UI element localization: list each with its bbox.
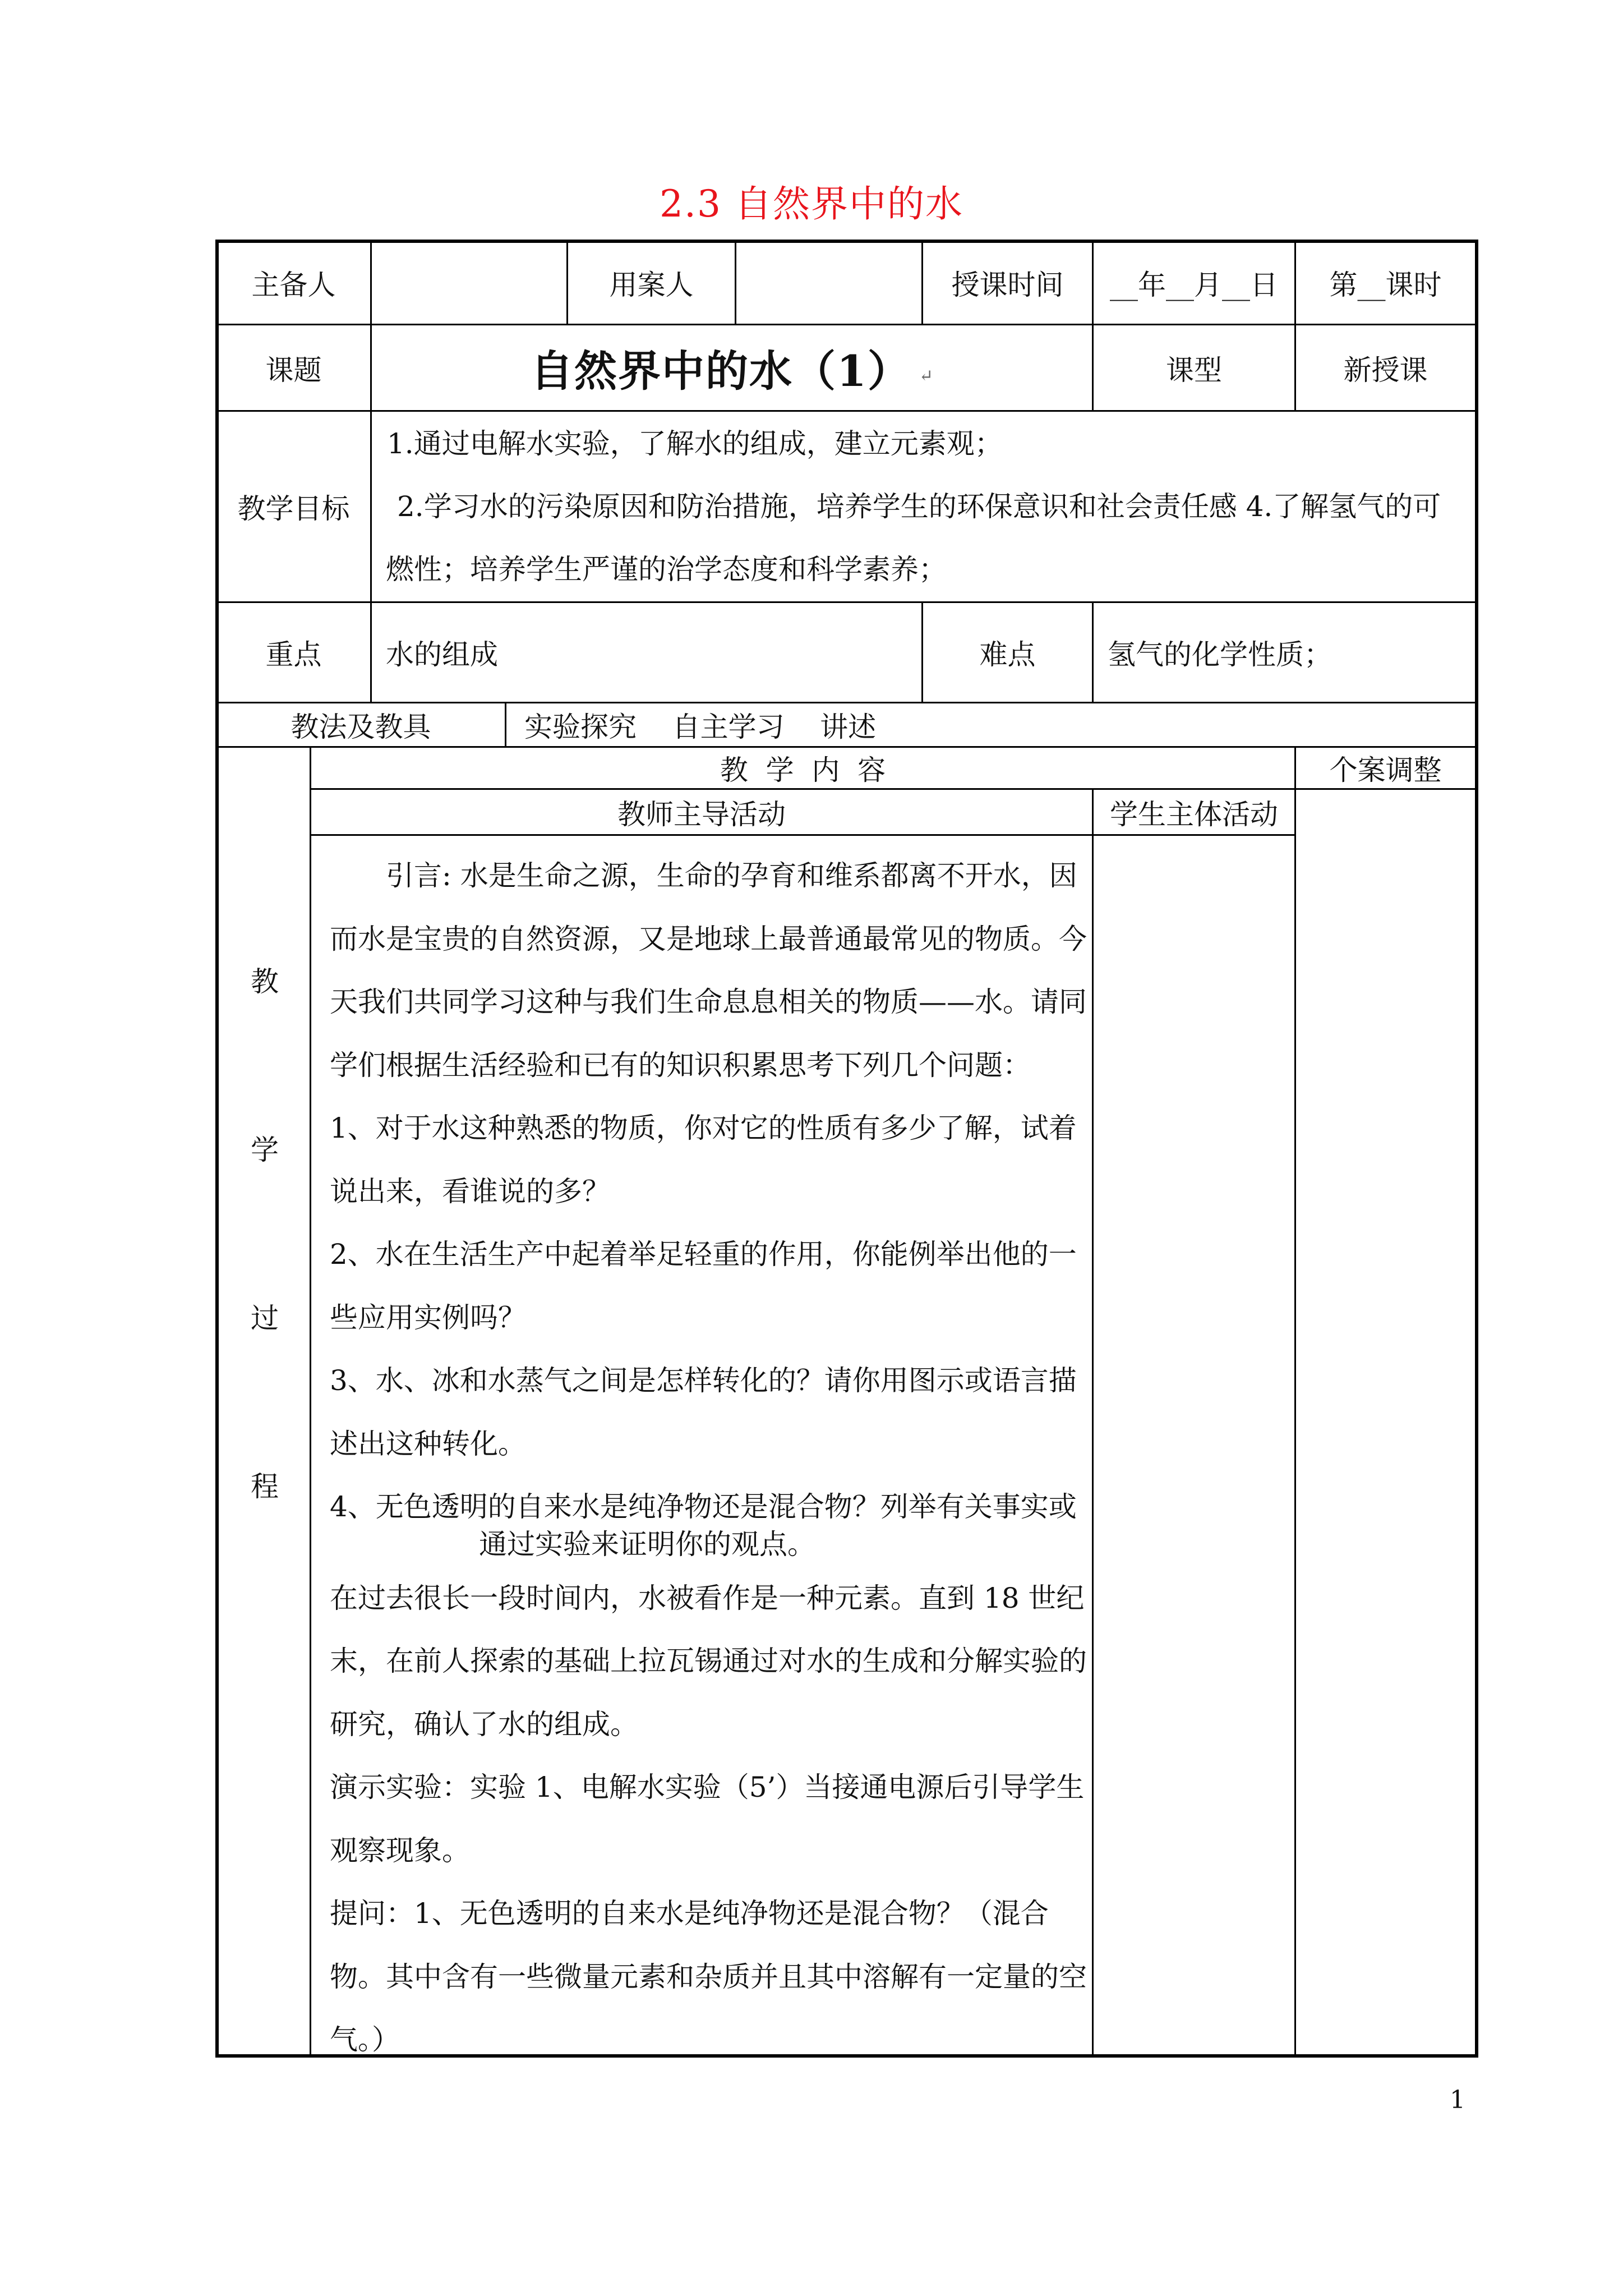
question-tap-water: 提问：1、无色透明的自来水是纯净物还是混合物？（混合物。其中含有一些微量元素和杂质并且其中溶解有一定量的空气。） — [330, 1897, 1087, 2056]
question-4: 4、无色透明的自来水是纯净物还是混合物？列举有关事实或 — [330, 1490, 1077, 1523]
difficulty-value: 氢气的化学性质； — [1108, 638, 1332, 671]
preparer-label: 主备人 — [251, 268, 336, 301]
focus-label: 重点 — [265, 638, 322, 671]
user-value — [736, 241, 921, 324]
history-paragraph: 在过去很长一段时间内，水被看作是一种元素。直到 18 世纪末，在前人探索的基础上拉瓦锡通过对水的生成和分解实验的研究，确认了水的组成。 — [330, 1581, 1087, 1741]
difficulty-label: 难点 — [979, 638, 1036, 671]
goal-line-2: 2.学习水的污染原因和防治措施，培养学生的环保意识和社会责任感 4.了解氢气的可 — [397, 490, 1441, 523]
page-number: 1 — [1450, 2086, 1465, 2114]
process-label-char-2: 学 — [251, 1134, 279, 1166]
methods-value: 实验探究 自主学习 讲述 — [524, 711, 877, 743]
lesson-title: 自然界中的水（1） — [530, 346, 911, 396]
goals-label: 教学目标 — [237, 493, 350, 525]
period-field: 第__课时 — [1329, 268, 1442, 301]
teacher-activity-header: 教师主导活动 — [617, 798, 786, 831]
adjust-header: 个案调整 — [1329, 754, 1442, 786]
demo-experiment: 演示实验：实验 1、电解水实验（5’）当接通电源后引导学生观察现象。 — [330, 1771, 1085, 1867]
lesson-title-cell — [372, 325, 1092, 410]
goal-line-3: 燃性；培养学生严谨的治学态度和科学素养； — [386, 553, 947, 586]
topic-label: 课题 — [265, 353, 322, 386]
class-time-label: 授课时间 — [951, 268, 1064, 301]
process-label-char-1: 教 — [251, 965, 279, 998]
question-2: 2、水在生活生产中起着举足轻重的作用，你能例举出他的一些应用实例吗？ — [330, 1238, 1077, 1334]
user-label: 用案人 — [609, 268, 694, 301]
page-title: 2.3 自然界中的水 — [660, 182, 963, 226]
teacher-activity-content — [330, 844, 1092, 2072]
intro-paragraph: 引言: 水是生命之源，生命的孕育和维系都离不开水，因而水是宝贵的自然资源，又是地球上最普通最常见的物质。今天我们共同学习这种与我们生命息息相关的物质——水。请同学们根据生活经验和已有的知识积累思考下列几个问题： — [330, 859, 1087, 1082]
question-3: 3、水、冰和水蒸气之间是怎样转化的？请你用图示或语言描述出这种转化。 — [330, 1364, 1077, 1460]
return-mark: ↵ — [919, 366, 934, 386]
lesson-type-label: 课型 — [1166, 353, 1222, 386]
question-1: 1、对于水这种熟悉的物质，你对它的性质有多少了解，试着说出来，看谁说的多？ — [330, 1112, 1077, 1208]
process-label-char-4: 程 — [251, 1470, 279, 1503]
date-field: __年__月__日 — [1110, 268, 1278, 301]
process-label-char-3: 过 — [251, 1302, 279, 1335]
goal-line-1: 1.通过电解水实验，了解水的组成，建立元素观； — [387, 427, 1003, 460]
question-4-continued: 通过实验来证明你的观点。 — [479, 1527, 815, 1561]
preparer-value — [372, 241, 566, 324]
methods-label: 教法及教具 — [291, 711, 431, 743]
content-header: 教 学 内 容 — [720, 754, 886, 786]
student-activity-header: 学生主体活动 — [1110, 798, 1278, 831]
lesson-type-value: 新授课 — [1343, 353, 1428, 386]
focus-value: 水的组成 — [386, 638, 498, 671]
